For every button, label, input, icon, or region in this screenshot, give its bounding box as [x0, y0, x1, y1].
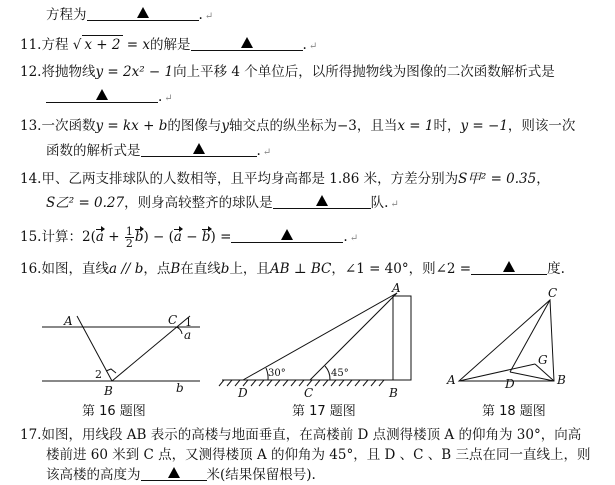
fig18-caption: 第 18 题图 [482, 404, 546, 419]
question-17-line2: 楼前进 60 米到 C 点，又测得楼顶 A 的仰角为 45°，且 D 、C 、B 三点在同一直线上，则 [46, 447, 591, 463]
question-13: 13.一次函数y = kx + b的图像与y轴交点的纵坐标为−3，且当x = 1时，y = −1，则该一次 [20, 118, 576, 134]
question-17: 17.如图，用线段 AB 表示的高楼与地面垂直，在高楼前 D 点测得楼顶 A 的仰角为 30°，向高 [20, 427, 582, 443]
fig16-angle1-arc [176, 327, 182, 334]
fig18-label-D: D [505, 377, 515, 391]
fig17-angle-45: 45° [331, 368, 349, 379]
fig17-angle-30: 30° [268, 368, 286, 379]
question-15: 15.计算：2(a + $\frac{1}{2}$ b) − (a − b) = . ↵ [20, 225, 359, 250]
fig16-caption: 第 16 题图 [82, 404, 146, 419]
question-14-line2: S乙² = 0.27，则身高较整齐的球队是 队. ↵ [46, 195, 399, 211]
fig16-angle2: 2 [95, 368, 102, 381]
fig16-label-C: C [168, 313, 178, 327]
q17-answer-blank[interactable] [141, 466, 207, 481]
fig18-segment-DB [510, 372, 554, 381]
fig16-label-B: B [104, 384, 113, 398]
question-17-line3: 该高楼的高度为 米(结果保留根号). [46, 467, 316, 483]
figure-17 [219, 293, 411, 386]
question-16: 16.如图，直线a // b，点B在直线b上，且AB ⊥ BC，∠1 = 40°，则∠2 = 度. [20, 261, 565, 277]
question-11: 11.方程 √ x + 2 = x的解是 . ↵ [20, 37, 318, 53]
q10-tail: 方程为 . ↵ [46, 7, 214, 23]
fig17-label-A: A [392, 281, 401, 295]
fig18-label-C: C [548, 286, 558, 300]
fig16-label-b: b [176, 381, 184, 395]
fig16-label-A: A [64, 314, 73, 328]
fig17-label-B: B [389, 386, 398, 400]
figure-18 [459, 300, 554, 381]
return-mark: ↵ [204, 11, 214, 22]
fig17-arc-45 [325, 366, 330, 380]
question-13-line2: 函数的解析式是 . ↵ [46, 143, 272, 159]
question-14: 14.甲、乙两支排球队的人数相等，且平均身高都是 1.86 米，方差分别为S甲² = 0.35， [20, 171, 550, 187]
fig18-label-A: A [447, 373, 456, 387]
fraction-one-half: $\frac{1}{2}$ [125, 225, 133, 250]
fig17-label-D: D [238, 386, 248, 400]
fig16-angle1: 1 [185, 316, 192, 329]
fig17-sightline-C [310, 293, 397, 380]
fig16-segment-BC [112, 316, 190, 381]
fig18-label-B: B [557, 373, 566, 387]
fig17-building [393, 296, 411, 380]
fig17-label-C: C [304, 386, 314, 400]
question-12-line2: . ↵ [46, 88, 173, 108]
question-12: 12.将抛物线y = 2x² − 1向上平移 4 个单位后，以所得抛物线为图像的二次函数解析式是 [20, 64, 555, 80]
fig18-segment-AG [459, 364, 535, 381]
fig16-label-a: a [184, 328, 192, 342]
fig17-sightline-D [243, 293, 397, 380]
blank-marker-icon [168, 467, 180, 478]
fig17-caption: 第 17 题图 [292, 404, 356, 419]
fig18-label-G: G [538, 353, 548, 367]
